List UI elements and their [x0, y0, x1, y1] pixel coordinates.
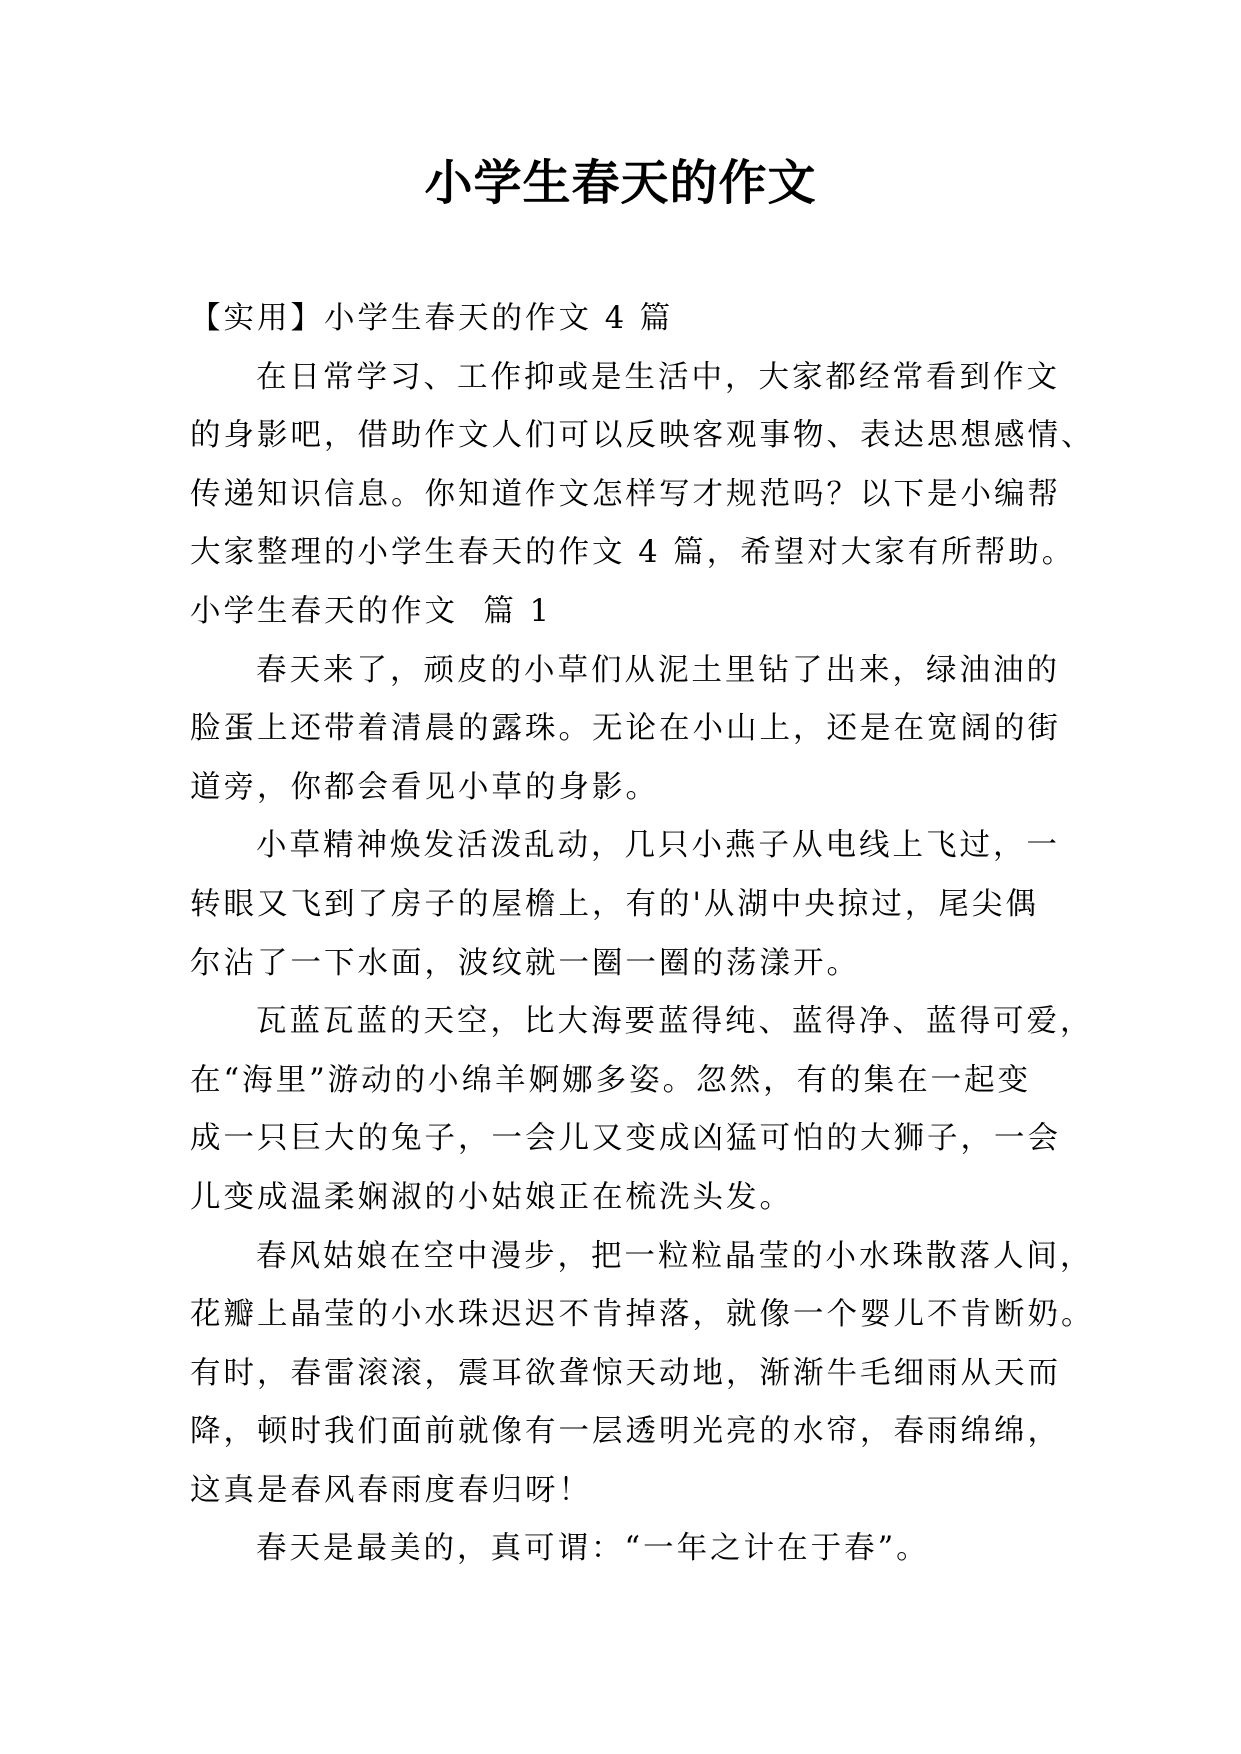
text-line: 春风姑娘在空中漫步，把一粒粒晶莹的小水珠散落人间，	[256, 1238, 1094, 1274]
text-line: 有时，春雷滚滚，震耳欲聋惊天动地，渐渐牛毛细雨从天而	[190, 1355, 1061, 1391]
text-line: 大家整理的小学生春天的作文 4 篇，希望对大家有所帮助。	[190, 535, 1076, 571]
text-line: 【实用】小学生春天的作文 4 篇	[190, 301, 674, 336]
document-body	[190, 290, 1095, 1579]
text-line: 瓦蓝瓦蓝的天空，比大海要蓝得纯、蓝得净、蓝得可爱，	[256, 1004, 1094, 1040]
text-line: 脸蛋上还带着清晨的露珠。无论在小山上，还是在宽阔的街	[190, 711, 1061, 747]
text-line: 在日常学习、工作抑或是生活中，大家都经常看到作文	[256, 359, 1060, 395]
text-line: 在“海里”游动的小绵羊婀娜多姿。忽然，有的集在一起变	[190, 1062, 1032, 1098]
text-line: 成一只巨大的兔子，一会儿又变成凶猛可怕的大狮子，一会	[190, 1121, 1061, 1157]
text-line: 降，顿时我们面前就像有一层透明光亮的水帘，春雨绵绵，	[190, 1414, 1061, 1450]
document-title: 小学生春天的作文	[424, 155, 817, 211]
text-line: 这真是春风春雨度春归呀！	[190, 1472, 592, 1508]
text-line: 小草精神焕发活泼乱动，几只小燕子从电线上飞过，一	[256, 828, 1060, 864]
text-line: 春天来了，顽皮的小草们从泥土里钻了出来，绿油油的	[256, 652, 1060, 688]
text-line: 传递知识信息。你知道作文怎样写才规范吗？以下是小编帮	[190, 476, 1061, 512]
text-line: 春天是最美的，真可谓：“一年之计在于春”。	[256, 1531, 930, 1567]
text-line: 道旁，你都会看见小草的身影。	[190, 769, 659, 805]
text-line: 小学生春天的作文 篇 1	[190, 593, 552, 629]
text-line: 的身影吧，借助作文人们可以反映客观事物、表达思想感情、	[190, 418, 1095, 454]
text-line: 尔沾了一下水面，波纹就一圈一圈的荡漾开。	[190, 945, 860, 981]
text-line: 花瓣上晶莹的小水珠迟迟不肯掉落，就像一个婴儿不肯断奶。	[190, 1297, 1095, 1333]
text-line: 儿变成温柔娴淑的小姑娘正在梳洗头发。	[190, 1179, 793, 1215]
text-line: 转眼又飞到了房子的屋檐上，有的'从湖中央掠过，尾尖偶	[190, 886, 1039, 922]
